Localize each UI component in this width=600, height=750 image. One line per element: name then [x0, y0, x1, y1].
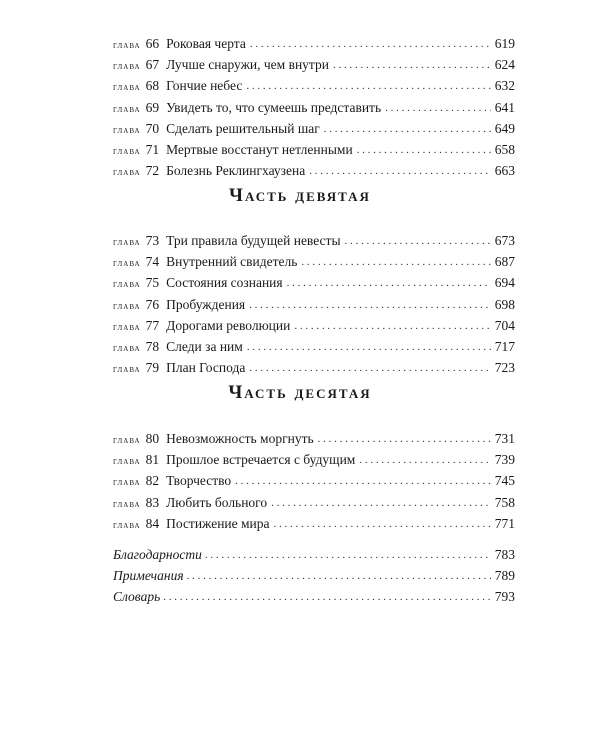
chapter-number: 75	[145, 275, 160, 291]
dot-leader	[345, 231, 491, 252]
chapter-number: 82	[145, 473, 160, 489]
chapter-label: глава	[113, 477, 141, 489]
dot-leader	[294, 316, 490, 337]
chapter-label: глава	[113, 321, 141, 333]
page-number: 723	[494, 360, 515, 376]
section-title: Примечания	[113, 568, 184, 584]
part-nine-heading: Часть девятая	[229, 185, 371, 206]
chapter-title: Мертвые восстанут нетленными	[166, 141, 353, 157]
chapter-number: 74	[145, 254, 160, 270]
page-number: 717	[494, 338, 515, 354]
chapter-title: Роковая черта	[166, 36, 246, 51]
chapter-number: 78	[145, 338, 160, 354]
dot-leader	[205, 545, 491, 566]
page-number: 694	[494, 275, 515, 291]
dot-leader	[250, 34, 491, 55]
dot-leader	[359, 450, 490, 471]
chapter-title: Состояния сознания	[166, 275, 283, 291]
chapter-number: 72	[145, 163, 160, 179]
toc-entry-67[interactable]	[113, 54, 515, 75]
chapter-label: глава	[113, 456, 141, 468]
page-number: 758	[494, 494, 515, 510]
chapter-title: Постижение мира	[166, 515, 270, 531]
dot-leader	[324, 119, 491, 140]
toc-entry-78[interactable]	[113, 336, 515, 357]
page-number: 663	[494, 163, 515, 179]
toc-entry-68[interactable]	[113, 75, 515, 96]
chapter-label: глава	[113, 40, 141, 51]
page-number: 649	[494, 120, 515, 136]
chapter-label: глава	[113, 124, 141, 136]
chapter-label: глава	[113, 279, 141, 291]
toc-entry-76[interactable]	[113, 294, 515, 315]
chapter-title: Пробуждения	[166, 296, 246, 312]
dot-leader	[357, 140, 491, 161]
page-number: 658	[494, 141, 515, 157]
toc-entry-notes[interactable]	[113, 565, 515, 586]
toc-group-1	[113, 33, 515, 181]
chapter-label: глава	[113, 103, 141, 115]
page-number: 673	[494, 233, 515, 248]
page-number: 783	[494, 547, 515, 562]
page-number: 632	[494, 78, 515, 94]
chapter-number: 83	[145, 494, 160, 510]
chapter-label: глава	[113, 82, 141, 94]
toc-group-2	[113, 230, 515, 378]
dot-leader	[271, 493, 491, 514]
chapter-title: Творчество	[166, 473, 232, 489]
chapter-number: 80	[145, 431, 160, 446]
part-ten-heading: Часть десятая	[228, 382, 372, 403]
chapter-label: глава	[113, 145, 141, 157]
dot-leader	[249, 295, 491, 316]
page-number: 687	[494, 254, 515, 270]
toc-entry-74[interactable]	[113, 251, 515, 272]
chapter-number: 70	[145, 120, 160, 136]
chapter-number: 73	[145, 233, 160, 248]
dot-leader	[385, 98, 491, 119]
dot-leader	[309, 161, 491, 182]
section-title: Словарь	[113, 589, 161, 605]
toc-entry-66[interactable]	[113, 33, 515, 54]
chapter-title: Гончие небес	[166, 78, 243, 94]
toc-entry-73[interactable]	[113, 230, 515, 251]
chapter-title: Три правила будущей невесты	[166, 233, 341, 248]
chapter-number: 76	[145, 296, 160, 312]
chapter-label: глава	[113, 435, 141, 446]
toc-group-3	[113, 428, 515, 534]
chapter-number: 67	[145, 57, 160, 73]
chapter-title: Невозможность моргнуть	[166, 431, 314, 446]
chapter-number: 79	[145, 360, 160, 376]
chapter-title: Следи за ним	[166, 338, 243, 354]
section-title: Благодарности	[113, 547, 202, 562]
chapter-title: Любить больного	[166, 494, 268, 510]
toc-entry-79[interactable]	[113, 357, 515, 378]
dot-leader	[246, 76, 490, 97]
chapter-label: глава	[113, 364, 141, 376]
toc-entry-81[interactable]	[113, 449, 515, 470]
chapter-number: 69	[145, 99, 160, 115]
toc-entry-glossary[interactable]	[113, 586, 515, 607]
page-number: 698	[494, 296, 515, 312]
chapter-number: 66	[145, 36, 160, 51]
dot-leader	[187, 566, 491, 587]
chapter-label: глава	[113, 167, 141, 179]
chapter-number: 71	[145, 141, 160, 157]
toc-entry-82[interactable]	[113, 470, 515, 491]
toc-entry-71[interactable]	[113, 139, 515, 160]
toc-entry-80[interactable]	[113, 428, 515, 449]
toc-entry-69[interactable]	[113, 97, 515, 118]
page-number: 745	[494, 473, 515, 489]
chapter-number: 77	[145, 317, 160, 333]
chapter-label: глава	[113, 498, 141, 510]
dot-leader	[301, 252, 490, 273]
chapter-label: глава	[113, 342, 141, 354]
dot-leader	[274, 514, 491, 535]
chapter-title: План Господа	[166, 360, 246, 376]
toc-entry-75[interactable]	[113, 272, 515, 293]
page-number: 731	[494, 431, 515, 446]
page-number: 641	[494, 99, 515, 115]
chapter-title: Дорогами революции	[166, 317, 291, 333]
toc-entry-84[interactable]	[113, 513, 515, 534]
chapter-label: глава	[113, 519, 141, 531]
toc-entry-70[interactable]	[113, 118, 515, 139]
page-number: 704	[494, 317, 515, 333]
dot-leader	[333, 55, 491, 76]
page-number: 739	[494, 452, 515, 468]
toc-entry-77[interactable]	[113, 315, 515, 336]
chapter-number: 84	[145, 515, 160, 531]
page-number: 793	[494, 589, 515, 605]
dot-leader	[163, 587, 491, 608]
page-number: 789	[494, 568, 515, 584]
dot-leader	[318, 429, 491, 450]
chapter-number: 81	[145, 452, 160, 468]
dot-leader	[249, 358, 490, 379]
chapter-title: Внутренний свидетель	[166, 254, 298, 270]
chapter-label: глава	[113, 61, 141, 73]
toc-entry-83[interactable]	[113, 492, 515, 513]
chapter-title: Болезнь Реклингхаузена	[166, 163, 306, 179]
dot-leader	[287, 273, 491, 294]
chapter-label: глава	[113, 237, 141, 248]
toc-entry-acknowledgements[interactable]	[113, 544, 515, 565]
chapter-number: 68	[145, 78, 160, 94]
page-number: 771	[494, 515, 515, 531]
chapter-label: глава	[113, 300, 141, 312]
page-number: 619	[494, 36, 515, 51]
chapter-title: Сделать решительный шаг	[166, 120, 320, 136]
dot-leader	[235, 471, 491, 492]
chapter-label: глава	[113, 258, 141, 270]
chapter-title: Прошлое встречается с будущим	[166, 452, 356, 468]
dot-leader	[247, 337, 491, 358]
back-matter	[113, 544, 515, 608]
chapter-title: Лучше снаружи, чем внутри	[166, 57, 329, 73]
chapter-title: Увидеть то, что сумеешь представить	[166, 99, 382, 115]
page-number: 624	[494, 57, 515, 73]
toc-entry-72[interactable]	[113, 160, 515, 181]
